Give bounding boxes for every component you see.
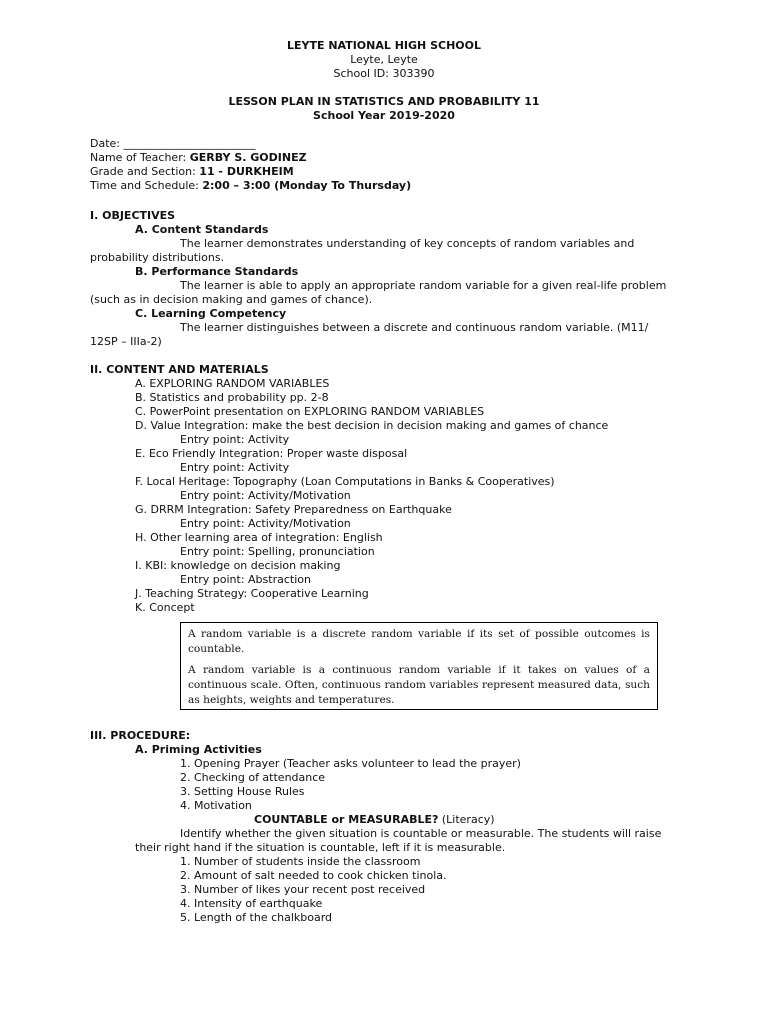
school-name: LEYTE NATIONAL HIGH SCHOOL [287, 39, 481, 52]
grade-line [90, 165, 294, 179]
entry-point: Entry point: Spelling, pronunciation [180, 545, 375, 558]
entry-point: Entry point: Abstraction [180, 573, 311, 586]
date-label: Date: [90, 137, 124, 150]
activity-title-line [254, 813, 495, 827]
content-item: G. DRRM Integration: Safety Preparedness on Earthquake [135, 503, 452, 516]
content-item: E. Eco Friendly Integration: Proper waste disposal [135, 447, 408, 460]
entry-point: Entry point: Activity [180, 461, 290, 474]
situation-item: 4. Intensity of earthquake [180, 897, 323, 910]
content-item: I. KBI: knowledge on decision making [135, 559, 341, 572]
date-line [90, 137, 256, 151]
procedure-step: 4. Motivation [180, 799, 252, 812]
time-line [90, 179, 411, 193]
activity-instruction-2: their right hand if the situation is countable, left if it is measurable. [135, 841, 506, 854]
plan-title: LESSON PLAN IN STATISTICS AND PROBABILITY 11 [228, 95, 540, 108]
performance-standards-title: B. Performance Standards [135, 265, 299, 278]
time-value: 2:00 – 3:00 (Monday To Thursday) [202, 179, 412, 192]
situation-item: 2. Amount of salt needed to cook chicken tinola. [180, 869, 447, 882]
grade-value: 11 - DURKHEIM [199, 165, 294, 178]
school-year: School Year 2019-2020 [313, 109, 455, 122]
concept-discrete: A random variable is a discrete random variable if its set of possible outcomes is countable. [188, 628, 650, 655]
content-standards-title: A. Content Standards [135, 223, 269, 236]
procedure-step: 1. Opening Prayer (Teacher asks volunteer to lead the prayer) [180, 757, 521, 770]
content-heading: II. CONTENT AND MATERIALS [90, 363, 269, 376]
teacher-value: GERBY S. GODINEZ [189, 151, 307, 164]
content-item: J. Teaching Strategy: Cooperative Learning [135, 587, 369, 600]
time-label: Time and Schedule: [90, 179, 203, 192]
situation-item: 5. Length of the chalkboard [180, 911, 333, 924]
activity-instruction-1: Identify whether the given situation is countable or measurable. The students will raise [180, 827, 662, 840]
content-item: F. Local Heritage: Topography (Loan Computations in Banks & Cooperatives) [135, 475, 555, 488]
grade-label: Grade and Section: [90, 165, 200, 178]
learning-competency-text-1: The learner distinguishes between a discrete and continuous random variable. (M11/ [180, 321, 649, 334]
teacher-label: Name of Teacher: [90, 151, 190, 164]
learning-competency-title: C. Learning Competency [135, 307, 287, 320]
priming-activities-title: A. Priming Activities [135, 743, 262, 756]
content-standards-text-2: probability distributions. [90, 251, 225, 264]
content-item: D. Value Integration: make the best decision in decision making and games of chance [135, 419, 609, 432]
content-item: C. PowerPoint presentation on EXPLORING RANDOM VARIABLES [135, 405, 485, 418]
procedure-step: 2. Checking of attendance [180, 771, 326, 784]
entry-point: Entry point: Activity/Motivation [180, 517, 351, 530]
situation-item: 1. Number of students inside the classroom [180, 855, 421, 868]
activity-title: COUNTABLE or MEASURABLE? [254, 813, 439, 826]
school-location: Leyte, Leyte [350, 53, 418, 66]
learning-competency-text-2: 12SP – IIIa-2) [90, 335, 162, 348]
content-item: K. Concept [135, 601, 195, 614]
procedure-step: 3. Setting House Rules [180, 785, 305, 798]
school-id: School ID: 303390 [333, 67, 435, 80]
content-item: B. Statistics and probability pp. 2-8 [135, 391, 329, 404]
procedure-heading: III. PROCEDURE: [90, 729, 191, 742]
activity-tag: (Literacy) [438, 813, 495, 826]
concept-continuous: A random variable is a continuous random variable if it takes on values of a continuous scale. Often, continuous random variables represent measured data, such as heights, weights and temperatures. [188, 664, 650, 706]
objectives-heading: I. OBJECTIVES [90, 209, 176, 222]
content-standards-text-1: The learner demonstrates understanding of key concepts of random variables and [180, 237, 635, 250]
performance-standards-text-1: The learner is able to apply an appropriate random variable for a given real-life problem [180, 279, 667, 292]
date-blank: ________________________ [123, 137, 256, 150]
entry-point: Entry point: Activity/Motivation [180, 489, 351, 502]
content-item: H. Other learning area of integration: English [135, 531, 383, 544]
content-item: A. EXPLORING RANDOM VARIABLES [135, 377, 330, 390]
entry-point: Entry point: Activity [180, 433, 290, 446]
teacher-line [90, 151, 307, 165]
situation-item: 3. Number of likes your recent post received [180, 883, 426, 896]
concept-box [180, 622, 658, 710]
performance-standards-text-2: (such as in decision making and games of chance). [90, 293, 373, 306]
